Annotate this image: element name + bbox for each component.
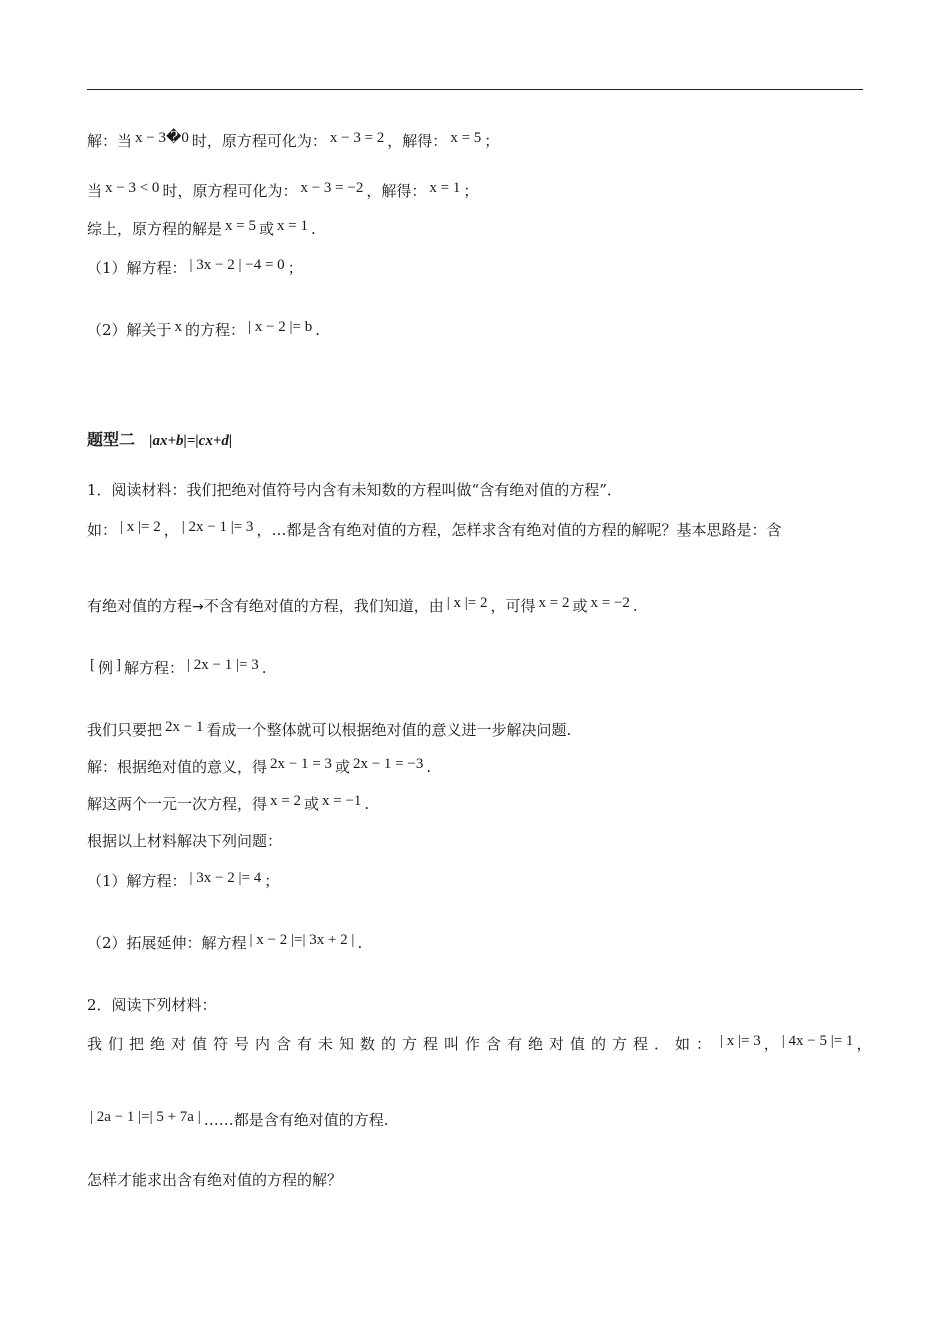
problem-1-example: [ 例 ] 解方程： | 2x − 1 |= 3 . [90,657,267,677]
problem-1-step-3: 根据以上材料解决下列问题： [87,832,283,850]
problem-2-definition: 我们把绝对值符号内含有未知数的方程叫作含有绝对值的方程．如： | x |= 3 ， | 4x − 5 |= 1 ， [87,1033,872,1053]
problem-1-question-1: （1）解方程： | 3x − 2 |= 4 ； [87,870,280,890]
math-condition: x − 3�0 [135,130,189,146]
question-1: （1）解方程： | 3x − 2 | −4 = 0 ； [87,257,303,277]
problem-2-intro: 2．阅读下列材料： [87,996,217,1014]
solution-conclusion: 综上，原方程的解是 x = 5 或 x = 1 . [87,218,316,238]
right-arrow-icon: → [192,599,204,615]
section-heading: 题型二 |ax+b|=|cx+d| [87,430,233,449]
solution-line-1: 解：当 x − 3�0 时，原方程可化为： x − 3 = 2 ，解得： x = 5 ； [87,130,500,150]
problem-1-whole: 我们只要把 2x − 1 看成一个整体就可以根据绝对值的意义进一步解决问题. [87,719,572,739]
problem-1-examples: 如： | x |= 2 ， | 2x − 1 |= 3 ，…都是含有绝对值的方程，怎样求含有绝对值的方程的解呢？基本思路是：含 [87,519,782,539]
solution-line-2: 当 x − 3 < 0 时，原方程可化为： x − 3 = −2 ，解得： x = 1 ； [87,180,479,200]
problem-1-question-2: （2）拓展延伸：解方程 | x − 2 |=| 3x + 2 | . [87,932,363,952]
problem-1-step-1: 解：根据绝对值的意义，得 2x − 1 = 3 或 2x − 1 = −3 . [87,756,432,776]
problem-1-intro: 1．阅读材料：我们把绝对值符号内含有未知数的方程叫做“含有绝对值的方程”． [87,481,622,499]
problem-2-question: 怎样才能求出含有绝对值的方程的解？ [87,1171,343,1189]
problem-1-idea: 有绝对值的方程→不含有绝对值的方程，我们知道，由 | x |= 2 ，可得 x = 2 或 x = −2 . [87,595,638,615]
header-rule [87,89,863,90]
problem-1-step-2: 解这两个一元一次方程，得 x = 2 或 x = −1 . [87,793,370,813]
problem-2-examples: | 2a − 1 |=| 5 + 7a | ……都是含有绝对值的方程. [90,1109,389,1129]
question-2: （2）解关于 x 的方程： | x − 2 |= b . [87,319,321,339]
